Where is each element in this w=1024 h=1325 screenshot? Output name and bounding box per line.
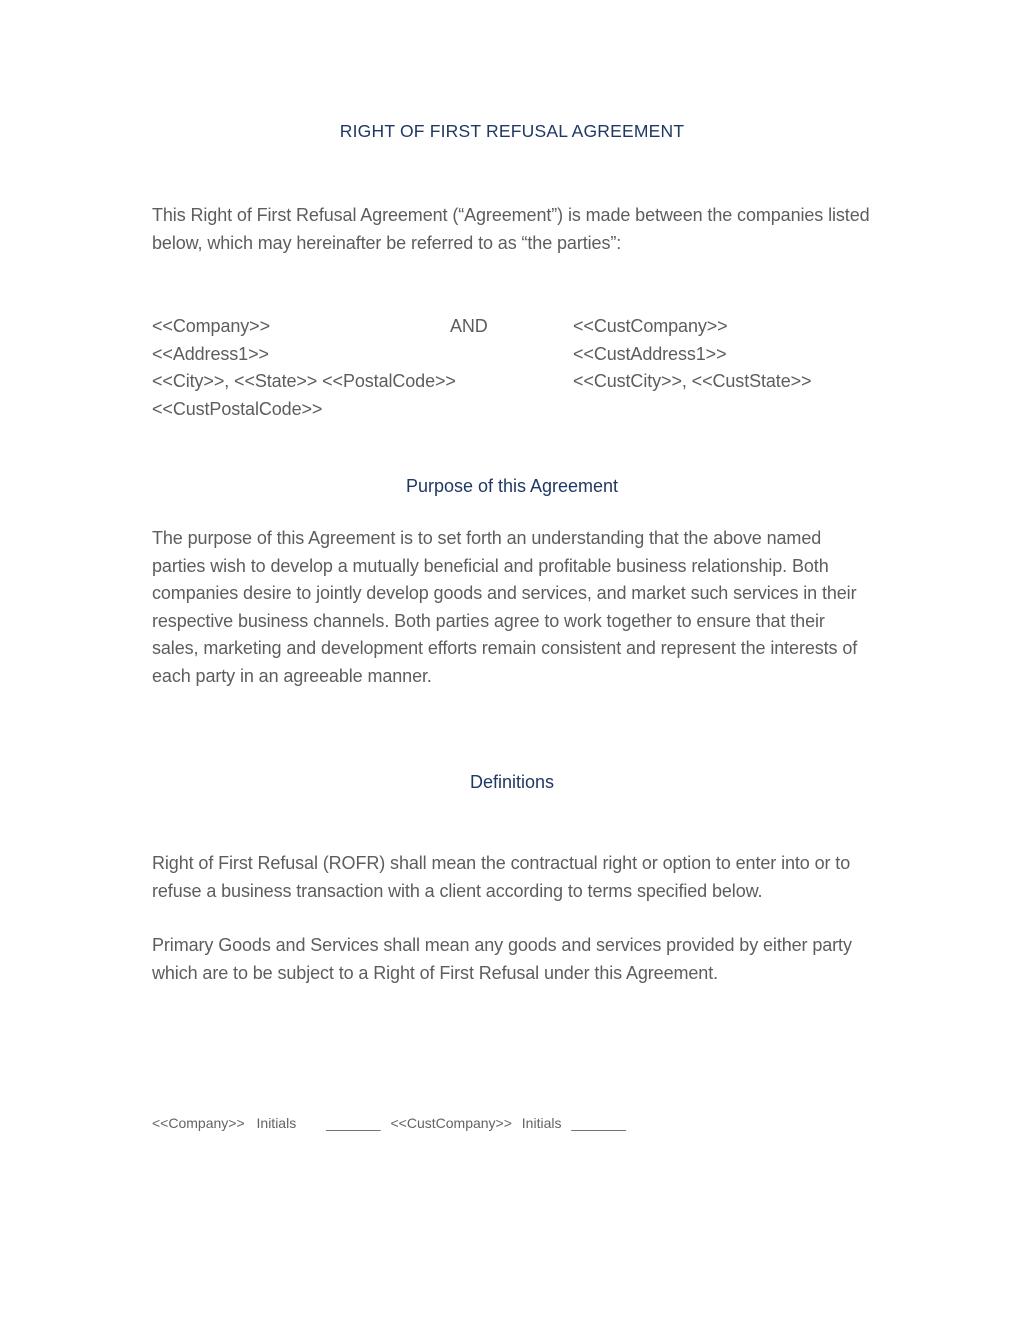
parties-row	[152, 396, 872, 424]
purpose-heading: Purpose of this Agreement	[405, 476, 619, 496]
city-state-postalcode-placeholder: <<City>>, <<State>> <<PostalCode>>	[152, 371, 456, 391]
cust-address1-placeholder: <<CustAddress1>>	[573, 343, 727, 364]
parties-row	[152, 341, 872, 369]
parties-row	[152, 313, 872, 341]
definition-rofr-paragraph: Right of First Refusal (ROFR) shall mean the contractual right or option to enter into or to refuse a business transaction with a client according to terms specified below.	[152, 853, 851, 901]
cust-company-placeholder: <<CustCompany>>	[573, 316, 728, 336]
footer-cust-company-placeholder: <<CustCompany>>	[390, 1115, 512, 1131]
definitions-heading: Definitions	[469, 772, 555, 792]
footer-cust-initials-blank: _______	[571, 1115, 626, 1131]
initials-footer	[152, 1114, 872, 1132]
parties-block	[152, 313, 872, 423]
intro-paragraph: This Right of First Refusal Agreement (“Agreement”) is made between the companies listed below, which may hereinafter be referred to as “the parties”:	[152, 205, 870, 253]
definition-primary-goods-paragraph: Primary Goods and Services shall mean any goods and services provided by either party which are to be subject to a Right of First Refusal under this Agreement.	[152, 935, 852, 983]
footer-initials-label: Initials	[256, 1115, 297, 1131]
company-placeholder: <<Company>>	[152, 316, 270, 336]
footer-cust-initials-label: Initials	[521, 1115, 562, 1131]
footer-company-placeholder: <<Company>>	[152, 1115, 245, 1131]
cust-city-state-placeholder: <<CustCity>>, <<CustState>>	[573, 371, 812, 391]
address1-placeholder: <<Address1>>	[152, 343, 269, 364]
and-label: AND	[450, 316, 488, 336]
parties-row	[152, 368, 872, 396]
purpose-paragraph: The purpose of this Agreement is to set forth an understanding that the above named parties wish to develop a mutually beneficial and profitable business relationship. Both companies desire to jointly develop goods and services, and market such services in their respective business channels. Both parties agree to work together to ensure that their sales, marketing and development efforts remain consistent and represent the interests of each party in an agreeable manner.	[152, 528, 858, 686]
document-title: RIGHT OF FIRST REFUSAL AGREEMENT	[339, 121, 685, 141]
cust-postalcode-placeholder: <<CustPostalCode>>	[152, 398, 323, 419]
footer-initials-blank: _______	[326, 1115, 381, 1131]
